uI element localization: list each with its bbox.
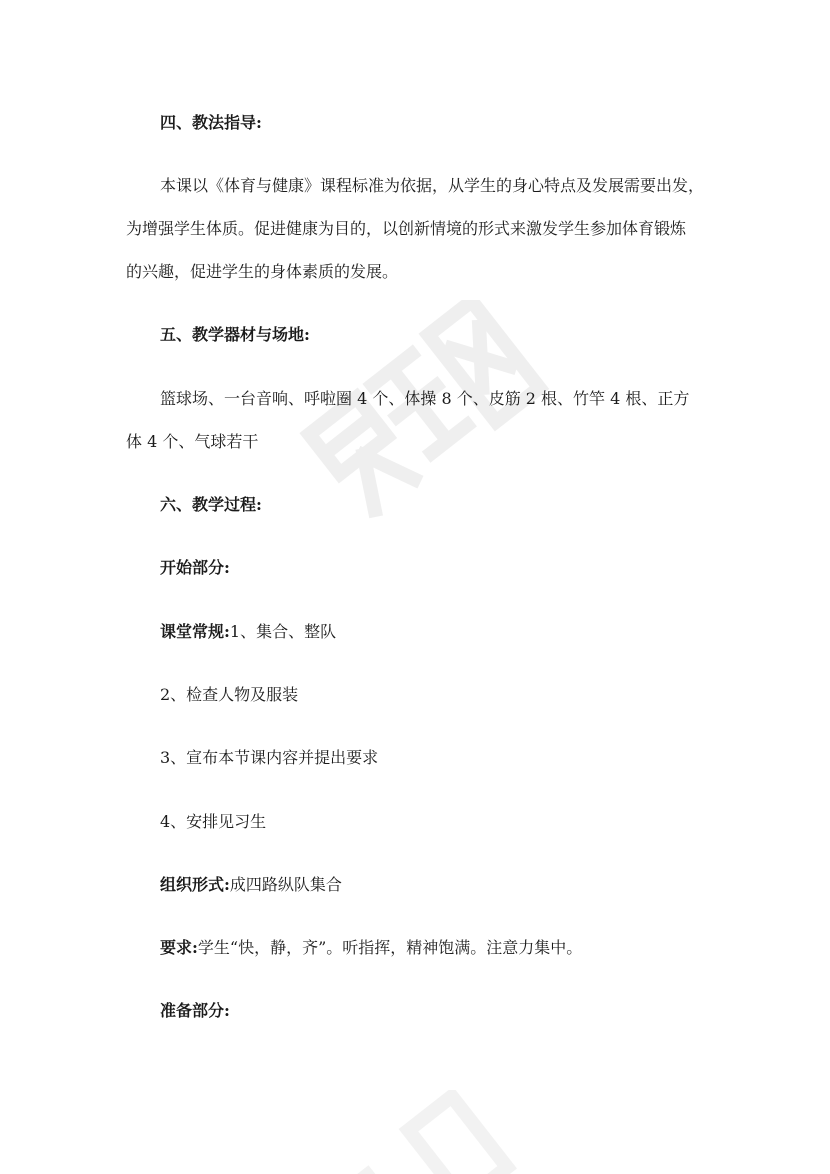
routine-label: 课堂常规:: [160, 622, 230, 641]
paragraph-line: 的兴趣，促进学生的身体素质的发展。: [126, 262, 399, 281]
watermark-stamp-bottom: [300, 1090, 540, 1174]
organization-text: 成四路纵队集合: [229, 875, 342, 894]
routine-line: [160, 622, 336, 642]
section-heading-process: 六、教学过程:: [160, 495, 262, 514]
subheading-prep-part: 准备部分:: [160, 1001, 230, 1020]
paragraph-line: 为增强学生体质。促进健康为目的，以创新情境的形式来激发学生参加体育锻炼: [126, 219, 687, 238]
paragraph-line: 篮球场、一台音响、呼啦圈 4 个、体操 8 个、皮筋 2 根、竹竿 4 根、正方: [160, 389, 690, 408]
routine-item: 1、集合、整队: [229, 622, 337, 641]
organization-line: [160, 875, 342, 895]
requirement-label: 要求:: [160, 938, 198, 957]
routine-item: 2、检查人物及服装: [160, 685, 299, 704]
section-heading-teaching-method: 四、教法指导:: [160, 113, 262, 132]
subheading-start-part: 开始部分:: [160, 558, 230, 577]
requirement-line: [160, 938, 582, 958]
paragraph-line: 体 4 个、气球若干: [126, 432, 259, 451]
routine-item: 4、安排见习生: [160, 812, 267, 831]
organization-label: 组织形式:: [160, 875, 230, 894]
section-heading-equipment: 五、教学器材与场地:: [160, 325, 310, 344]
watermark-stamp: [285, 300, 565, 540]
requirement-text: 学生“快，静，齐”。听指挥，精神饱满。注意力集中。: [197, 938, 583, 957]
paragraph-line: 本课以《体育与健康》课程标准为依据，从学生的身心特点及发展需要出发，: [160, 176, 705, 195]
routine-item: 3、宣布本节课内容并提出要求: [160, 748, 379, 767]
